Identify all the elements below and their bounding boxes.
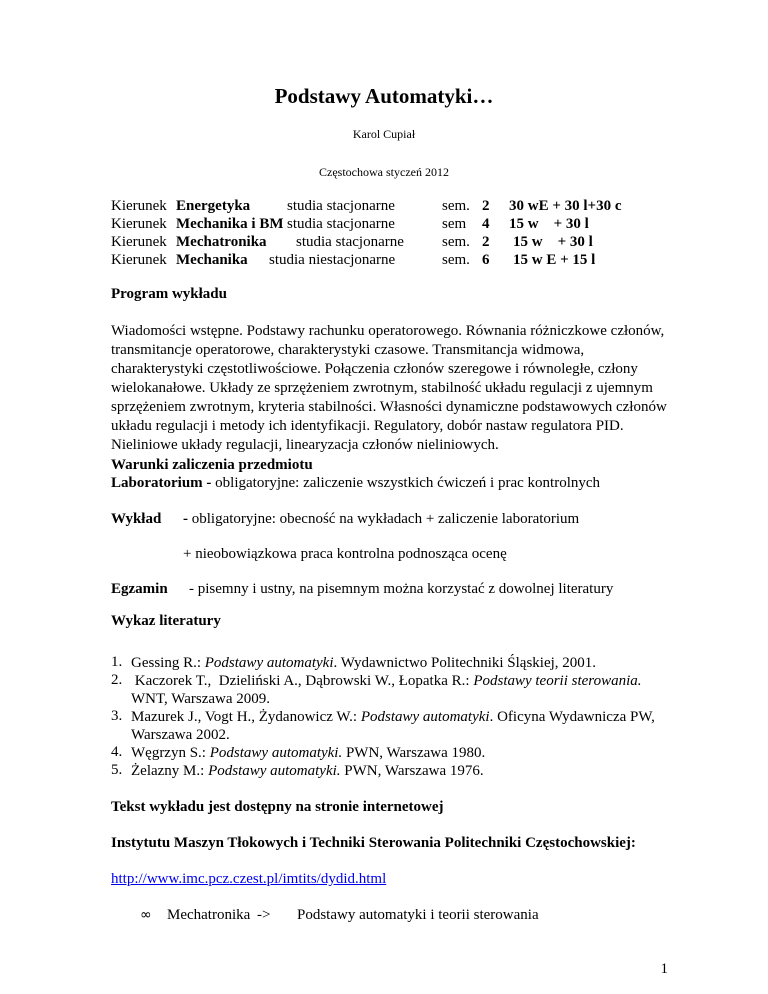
ref-publisher: . Oficyna Wydawnicza PW, Warszawa 2002. [131,709,655,743]
list-item [131,762,671,780]
course-semester-number: 2 [482,234,490,250]
ref-publisher: PWN, Warszawa 1976. [340,763,484,779]
nav-arrow: -> [257,907,271,923]
course-name: Mechatronika [176,234,267,250]
ref-number: 1. [111,654,123,670]
bullet-icon: ∞ [140,907,152,923]
conditions-heading: Warunki zaliczenia przedmiotu [111,457,313,473]
course-hours: 15 w + 30 l [513,234,593,250]
ref-number: 5. [111,762,123,778]
ref-title: Podstawy automatyki [360,709,490,725]
document-title: Podstawy Automatyki… [274,84,494,108]
lecture-condition [183,510,579,529]
course-semester-label: sem. [442,234,470,250]
web-info-line1: Tekst wykładu jest dostępny na stronie internetowej [111,799,444,815]
ref-title: Podstawy automatyki [204,655,334,671]
lecture-extra: + nieobowiązkowa praca kontrolna podnosząca ocenę [183,546,507,562]
course-prefix: Kierunek [111,216,167,232]
course-prefix: Kierunek [111,234,167,250]
course-semester-label: sem [442,216,467,232]
author: Karol Cupiał [352,127,416,141]
course-mode: studia stacjonarne [296,234,404,250]
lecture-text: obligatoryjne: obecność na wykładach + zaliczenie laboratorium [188,511,580,527]
ref-authors: Węgrzyn S.: [131,745,210,761]
ref-publisher: PWN, Warszawa 1980. [342,745,486,761]
course-mode: studia stacjonarne [287,198,395,214]
nav-from: Mechatronika [167,907,251,923]
course-mode: studia niestacjonarne [269,252,396,268]
web-info-line2: Instytutu Maszyn Tłokowych i Techniki Sterowania Politechniki Częstochowskiej: [111,835,636,851]
ref-title: Podstawy automatyki. [208,763,341,779]
place-date: Częstochowa styczeń 2012 [319,165,449,179]
ref-authors: Mazurek J., Vogt H., Żydanowicz W.: [131,709,361,725]
course-semester-number: 6 [482,252,490,268]
lab-label: Laboratorium - [111,475,212,491]
ref-title: Podstawy teorii sterowania. [473,673,642,689]
course-name: Mechanika i BM [176,216,284,232]
ref-authors: Żelazny M.: [131,763,209,779]
course-name: Energetyka [176,198,251,214]
lecture-label: Wykład [111,511,162,527]
list-item [131,708,671,744]
ref-number: 4. [111,744,123,760]
ref-title: Podstawy automatyki. [209,745,343,761]
lab-text: obligatoryjne: zaliczenie wszystkich ćwiczeń i prac kontrolnych [211,475,601,491]
exam-text: - pisemny i ustny, na pisemnym można korzystać z dowolnej literatury [189,581,614,597]
page-number: 1 [660,961,668,977]
course-semester-label: sem. [442,198,470,214]
course-prefix: Kierunek [111,198,167,214]
course-semester-label: sem. [442,252,470,268]
exam-label: Egzamin [111,581,168,597]
lecture-dash: - [183,511,188,527]
ref-authors: Gessing R.: [131,655,205,671]
course-hours: 15 w E + 15 l [513,252,596,268]
ref-publisher: WNT, Warszawa 2009. [131,673,645,707]
course-prefix: Kierunek [111,252,167,268]
ref-number: 2. [111,672,123,688]
course-semester-number: 2 [482,198,490,214]
course-name: Mechanika [176,252,248,268]
list-item [131,672,671,708]
course-semester-number: 4 [482,216,490,232]
ref-authors: Kaczorek T., Dzieliński A., Dąbrowski W., Łopatka R.: [131,673,474,689]
ref-publisher: . Wydawnictwo Politechniki Śląskiej, 2001. [333,655,597,671]
nav-to: Podstawy automatyki i teorii sterowania [297,907,539,923]
course-url-link[interactable]: http://www.imc.pcz.czest.pl/imtits/dydid.html [111,871,387,887]
lab-condition [111,474,600,493]
course-mode: studia stacjonarne [287,216,395,232]
program-text: Wiadomości wstępne. Podstawy rachunku operatorowego. Równania różniczkowe członów, transmitancje operatorowe, charakterystyki czasowe. Transmitancja widmowa, charakterystyki częstotliwościowe. Połączenia członów szeregowe i równoległe, człony wielokanałowe. Układy ze sprzężeniem zwrotnym, stabilność układu regulacji z ujemnym sprzężeniem zwrotnym, kryteria stabilności. Własności dynamiczne podstawowych członów układu regulacji i metody ich identyfikacji. Regulatory, dobór nastaw regulatora PID. Nieliniowe układy regulacji, linearyzacja członów nieliniowych. [111,323,667,453]
course-hours: 30 wE + 30 l+30 c [509,198,622,214]
list-item [131,654,671,672]
program-heading: Program wykładu [111,286,227,302]
course-hours: 15 w + 30 l [509,216,589,232]
literature-heading: Wykaz literatury [111,613,221,629]
ref-number: 3. [111,708,123,724]
list-item [131,744,671,762]
